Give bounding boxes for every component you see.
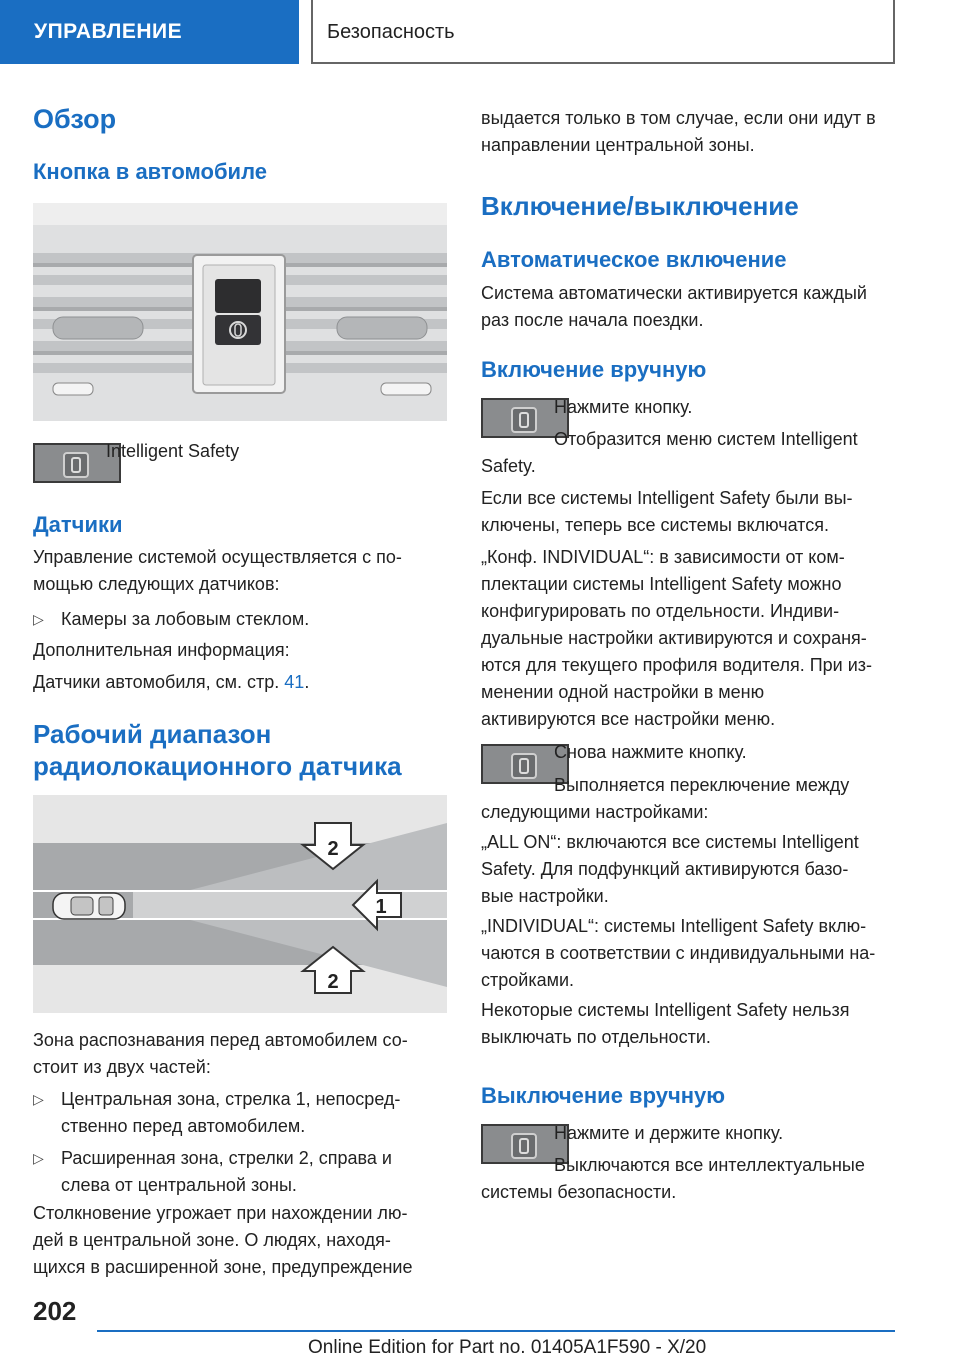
config-text-line: дуальные настройки активируются и сохраня- <box>481 628 867 648</box>
heading-radar-range: Рабочий диапазон <box>33 719 272 749</box>
off-text-line: Выключаются все интеллектуальные <box>554 1155 865 1175</box>
sensors-more-info: Дополнительная информация: <box>33 640 290 660</box>
collision-text-line: дей в центральной зоне. О людях, находя- <box>33 1230 391 1250</box>
range-text-line: Зона распознавания перед автомобилем со- <box>33 1030 408 1050</box>
continued-text-line: направлении центральной зоны. <box>481 135 755 155</box>
config-text-line: ются для текущего профиля водителя. При из- <box>481 655 873 675</box>
collision-text-line: Столкновение угрожает при нахождении лю- <box>33 1203 408 1223</box>
heading-overview: Обзор <box>33 104 117 134</box>
heading-on-off: Включение/выключение <box>481 191 799 221</box>
heading-manual-on: Включение вручную <box>481 357 707 382</box>
config-text-line: конфигурировать по отдельности. Индиви- <box>481 601 840 621</box>
auto-text-line: раз после начала поездки. <box>481 310 704 330</box>
triangle-bullet-icon: ▷ <box>33 1091 44 1107</box>
auto-text-line: Система автоматически активируется каждый <box>481 283 867 303</box>
page-link[interactable]: 41 <box>284 672 305 692</box>
button-caption: Intelligent Safety <box>106 441 240 461</box>
config-text-line: активируются все настройки меню. <box>481 709 776 729</box>
footer-divider <box>97 1330 895 1332</box>
config-text-line: плектации системы Intelligent Safety можно <box>481 574 842 594</box>
page-number: 202 <box>33 1296 77 1326</box>
menu-shown-line: Отобразится меню систем Intelligent <box>554 429 858 449</box>
individual-text-line: стройками. <box>481 970 575 990</box>
heading-manual-off: Выключение вручную <box>481 1083 726 1108</box>
press-again-step: Снова нажмите кнопку. <box>554 742 747 762</box>
page-header <box>0 0 960 66</box>
menu-shown-line: Safety. <box>481 456 536 476</box>
section-tab: УПРАВЛЕНИЕ <box>0 0 299 64</box>
press-button-step: Нажмите кнопку. <box>554 397 693 417</box>
sensors-reference: Датчики автомобиля, см. стр. 41. <box>33 672 310 692</box>
heading-auto-on: Автоматическое включение <box>481 247 787 272</box>
cannot-off-text-line: выключать по отдельности. <box>481 1027 711 1047</box>
all-off-text-line: Если все системы Intelligent Safety были вы- <box>481 488 853 508</box>
triangle-bullet-icon: ▷ <box>33 611 44 627</box>
arrow-label: 2 <box>327 838 339 860</box>
collision-text-line: щихся в расширенной зоне, предупреждение <box>33 1257 413 1277</box>
heading-sensors: Датчики <box>33 512 123 537</box>
all-on-text-line: Safety. Для подфункций активируются базо- <box>481 859 849 879</box>
cannot-off-text-line: Некоторые системы Intelligent Safety нельзя <box>481 1000 850 1020</box>
off-text-line: системы безопасности. <box>481 1182 677 1202</box>
all-on-text-line: „ALL ON“: включаются все системы Intelligent <box>481 832 859 852</box>
hold-button-step: Нажмите и держите кнопку. <box>554 1123 784 1143</box>
triangle-bullet-icon: ▷ <box>33 1150 44 1166</box>
individual-text-line: „INDIVIDUAL“: системы Intelligent Safety вклю- <box>481 916 867 936</box>
figure-radar-range <box>33 795 447 1013</box>
config-text-line: менении одной настройки в меню <box>481 682 765 702</box>
sensors-text-line: Управление системой осуществляется с по- <box>33 547 402 567</box>
individual-text-line: чаются в соответствии с индивидуальными на- <box>481 943 876 963</box>
switch-text-line: следующими настройками: <box>481 802 709 822</box>
all-on-text-line: вые настройки. <box>481 886 609 906</box>
sensors-text-line: мощью следующих датчиков: <box>33 574 280 594</box>
arrow-label: 1 <box>375 896 387 918</box>
figure-button-panel <box>33 203 447 421</box>
edition-text: Online Edition for Part no. 01405A1F590 - X/20 <box>308 1337 707 1358</box>
arrow-label: 2 <box>327 971 339 993</box>
config-text-line: „Конф. INDIVIDUAL“: в зависимости от ком- <box>481 547 845 567</box>
switch-text-line: Выполняется переключение между <box>554 775 850 795</box>
chapter-title: Безопасность <box>311 0 895 64</box>
heading-radar-range: радиолокационного датчика <box>33 751 402 781</box>
all-off-text-line: ключены, теперь все системы включатся. <box>481 515 829 535</box>
continued-text-line: выдается только в том случае, если они идут в <box>481 108 876 128</box>
heading-button-in-car: Кнопка в автомобиле <box>33 159 267 184</box>
range-text-line: стоит из двух частей: <box>33 1057 211 1077</box>
